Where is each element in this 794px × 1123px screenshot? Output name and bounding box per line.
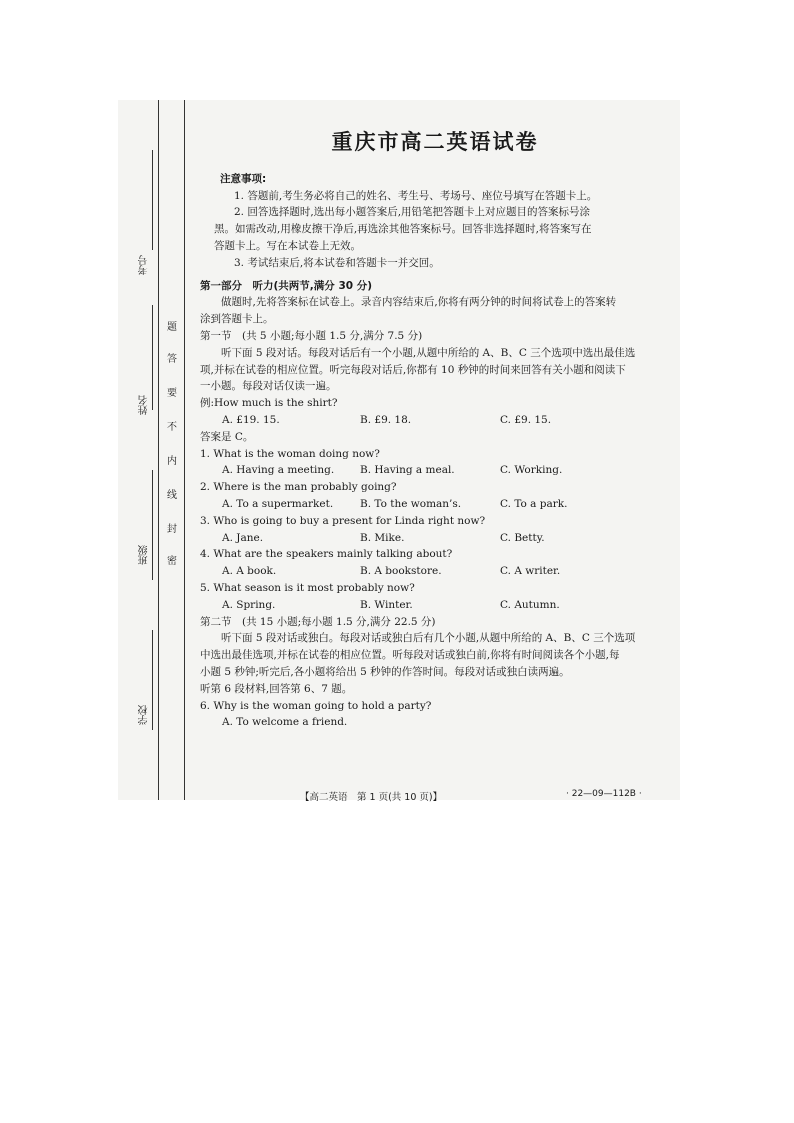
option-a: A. A book. (222, 565, 277, 578)
options (200, 462, 650, 479)
option-b: B. To the woman’s. (360, 497, 462, 510)
option-a: A. £19. 15. (222, 413, 280, 426)
part1-instructions: 涂到答题卡上。 (200, 313, 274, 326)
exam-content (200, 128, 650, 731)
section2-instructions: 小题 5 秒钟;听完后,各小题将给出 5 秒钟的作答时间。每段对话或独白读两遍。 (200, 665, 570, 678)
notice-item: 2. 回答选择题时,选出每小题答案后,用铅笔把答题卡上对应题目的答案标号涂 (234, 206, 591, 219)
option-c: C. Autumn. (500, 598, 560, 611)
section1-instructions: 项,并标在试卷的相应位置。听完每段对话后,你都有 10 秒钟的时间来回答有关小题和阅读下 (200, 363, 626, 376)
section2-heading: 第二节 (共 15 小题;每小题 1.5 分,满分 22.5 分) (200, 615, 436, 628)
section1-instructions: 一小题。每段对话仅读一遍。 (200, 380, 337, 393)
option-b: B. A bookstore. (360, 565, 442, 578)
notice-item: 1. 答题前,考生务必将自己的姓名、考生号、考场号、座位号填写在答题卡上。 (234, 189, 598, 202)
options (200, 563, 650, 580)
binding-line-inner (184, 100, 185, 800)
options (200, 597, 650, 614)
options (200, 530, 650, 547)
seal-char: 密 (167, 556, 177, 567)
question: 1. What is the woman doing now? (200, 447, 380, 460)
example-answer: 答案是 C。 (200, 430, 254, 443)
question: 2. Where is the man probably going? (200, 481, 397, 494)
binding-line-outer (158, 100, 159, 800)
xingming-blank (152, 305, 153, 410)
material-note: 听第 6 段材料,回答第 6、7 题。 (200, 682, 353, 695)
seal-char: 线 (167, 490, 177, 501)
part1-heading: 第一部分 听力(共两节,满分 30 分) (200, 279, 373, 292)
option-c: C. A writer. (500, 565, 561, 578)
seal-char: 内 (167, 456, 177, 467)
question: 6. Why is the woman going to hold a party? (200, 699, 432, 712)
label-xuexiao: 学校 (139, 705, 150, 725)
banji-blank (152, 470, 153, 580)
option-b: B. £9. 18. (360, 413, 412, 426)
option-b: B. Mike. (360, 531, 405, 544)
option-b: B. Winter. (360, 598, 413, 611)
seal-char: 不 (167, 422, 177, 433)
part1-instructions: 做题时,先将答案标在试卷上。录音内容结束后,你将有两分钟的时间将试卷上的答案转 (221, 296, 617, 309)
option-a: A. Jane. (222, 531, 264, 544)
options (200, 496, 650, 513)
seal-char: 要 (167, 388, 177, 399)
option-a: A. To a supermarket. (222, 497, 334, 510)
question: 3. Who is going to buy a present for Linda right now? (200, 514, 486, 527)
seal-char: 封 (167, 524, 177, 535)
example-question: 例:How much is the shirt? (200, 397, 338, 410)
notice-item: 答题卡上。写在本试卷上无效。 (214, 239, 361, 252)
option-c: C. To a park. (500, 497, 568, 510)
xuexiao-blank (152, 630, 153, 730)
option-c: C. Betty. (500, 531, 545, 544)
kaohao-blank (152, 150, 153, 250)
seal-char: 题 (167, 322, 177, 333)
page-footer: 【高二英语 第 1 页(共 10 页)】 (300, 792, 443, 803)
notice-heading: 注意事项: (220, 172, 267, 185)
option-a: A. Spring. (222, 598, 276, 611)
exam-code: · 22—09—112B · (566, 789, 642, 799)
question: 5. What season is it most probably now? (200, 581, 415, 594)
label-kaohao: 考号 (139, 255, 150, 275)
example-options (200, 412, 650, 429)
section1-heading: 第一节 (共 5 小题;每小题 1.5 分,满分 7.5 分) (200, 329, 423, 342)
label-xingming: 姓名 (139, 395, 150, 415)
option-a: A. Having a meeting. (222, 464, 335, 477)
option-b: B. Having a meal. (360, 464, 455, 477)
section1-instructions: 听下面 5 段对话。每段对话后有一个小题,从题中所给的 A、B、C 三个选项中选出最佳选 (221, 346, 636, 359)
option-c: C. £9. 15. (500, 413, 552, 426)
option-a: A. To welcome a friend. (222, 716, 348, 729)
option-c: C. Working. (500, 464, 563, 477)
section2-instructions: 中选出最佳选项,并标在试卷的相应位置。听每段对话或独白前,你将有时间阅读各个小题,每 (200, 649, 620, 662)
seal-char: 答 (167, 354, 177, 365)
question: 4. What are the speakers mainly talking about? (200, 548, 453, 561)
notice-item: 黑。如需改动,用橡皮擦干净后,再选涂其他答案标号。回答非选择题时,将答案写在 (214, 223, 592, 236)
label-banji: 班级 (139, 545, 150, 565)
section2-instructions: 听下面 5 段对话或独白。每段对话或独白后有几个小题,从题中所给的 A、B、C 三个选项 (221, 632, 636, 645)
notice-item: 3. 考试结束后,将本试卷和答题卡一并交回。 (234, 256, 440, 269)
page-title: 重庆市高二英语试卷 (331, 130, 539, 154)
